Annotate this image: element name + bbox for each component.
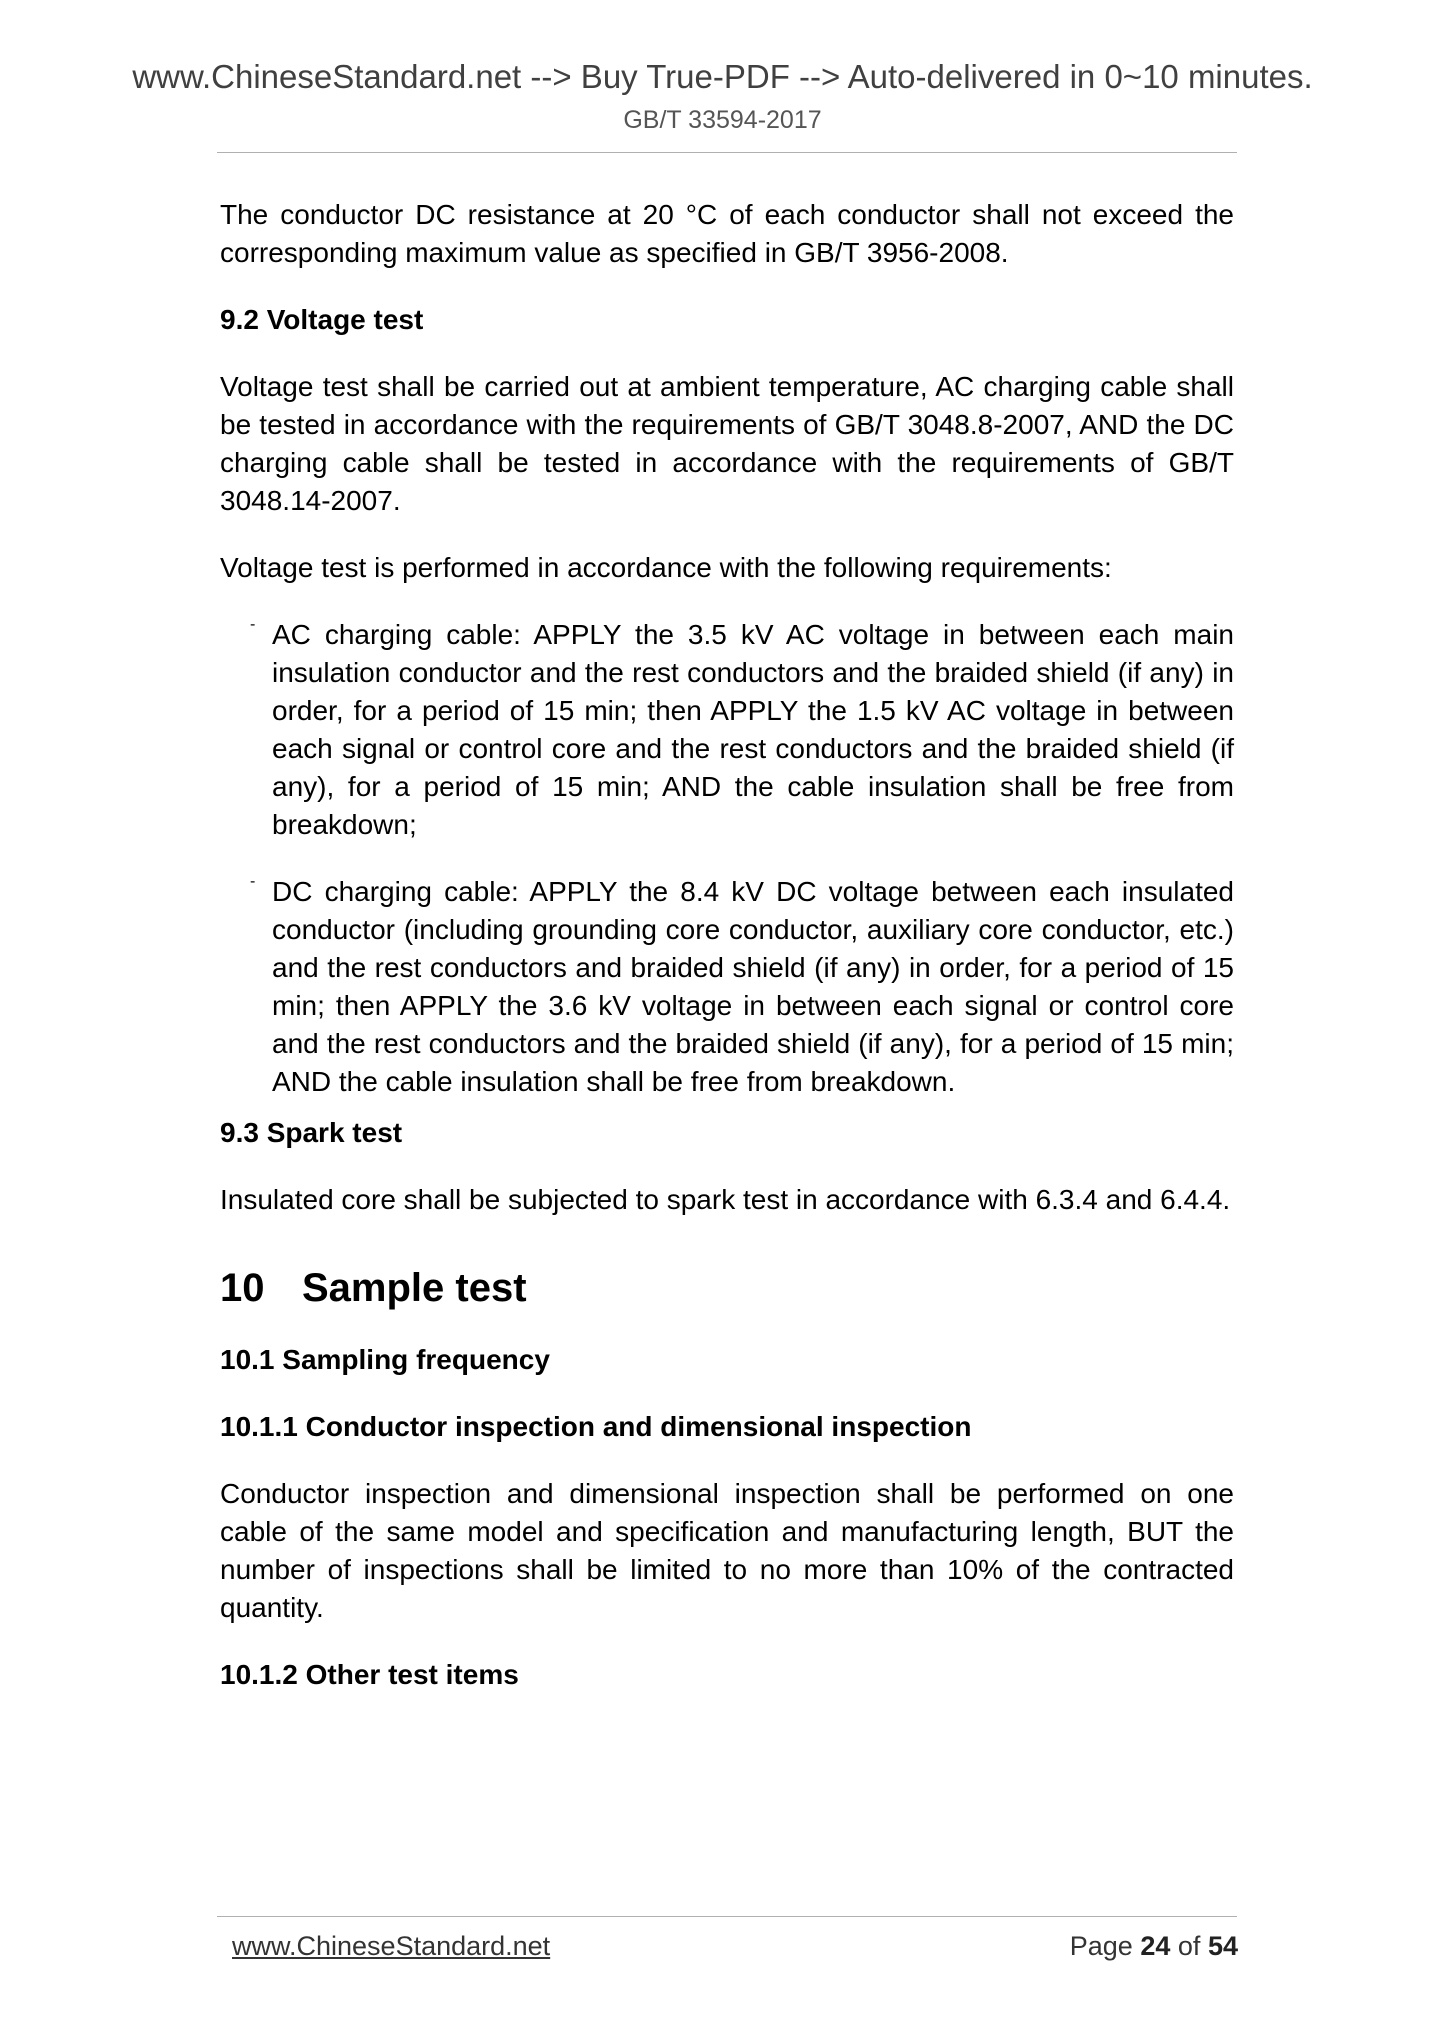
- page-content: [220, 196, 1234, 1694]
- header-divider: [217, 152, 1237, 153]
- header-banner: www.ChineseStandard.net --> Buy True-PDF --> Auto-delivered in 0~10 minutes.: [132, 58, 1313, 95]
- heading-10-1: 10.1 Sampling frequency: [220, 1344, 550, 1375]
- paragraph-conductor-resistance: The conductor DC resistance at 20 °C of each conductor shall not exceed the corresponding maximum value as specified in GB/T 3956-2008.: [220, 199, 1234, 268]
- bullet-dash: -: [250, 616, 256, 633]
- bullet-dash: -: [250, 873, 256, 890]
- page-word: Page: [1069, 1931, 1133, 1961]
- heading-9-3: 9.3 Spark test: [220, 1117, 403, 1148]
- list-item-text: DC charging cable: APPLY the 8.4 kV DC voltage between each insulated conductor (including grounding core conductor, auxiliary core conductor, etc.) and the rest conductors and braided shield (if any) in order, for a period of 15 min; then APPLY the 3.6 kV voltage in between each signal or control core and the rest conductors and the braided shield (if any), for a period of 15 min; AND the cable insulation shall be free from breakdown.: [272, 876, 1234, 1097]
- page-total: 54: [1207, 1931, 1238, 1961]
- document-number: GB/T 33594-2017: [623, 106, 822, 134]
- paragraph-spark-test: Insulated core shall be subjected to spark test in accordance with 6.3.4 and 6.4.4.: [220, 1184, 1231, 1215]
- heading-10-title: Sample test: [302, 1266, 527, 1310]
- list-item-ac-cable: [220, 616, 1234, 844]
- heading-10-1-1: 10.1.1 Conductor inspection and dimensional inspection: [220, 1411, 972, 1442]
- paragraph-voltage-requirements: Voltage test is performed in accordance with the following requirements:: [220, 552, 1112, 583]
- heading-10-number: 10: [220, 1266, 265, 1310]
- heading-10: [220, 1263, 1234, 1313]
- page-indicator: [1070, 1931, 1238, 1962]
- list-item-text: AC charging cable: APPLY the 3.5 kV AC voltage in between each main insulation conductor and the rest conductors and the braided shield (if any) in order, for a period of 15 min; then APPLY the 1.5 kV AC voltage in between each signal or control core and the rest conductors and the braided shield (if any), for a period of 15 min; AND the cable insulation shall be free from breakdown;: [272, 619, 1234, 840]
- heading-9-2: 9.2 Voltage test: [220, 304, 424, 335]
- footer-website-link[interactable]: www.ChineseStandard.net: [232, 1931, 551, 1961]
- page-current: 24: [1140, 1931, 1171, 1961]
- page-of: of: [1177, 1931, 1201, 1961]
- footer-divider: [217, 1916, 1237, 1917]
- heading-10-1-2: 10.1.2 Other test items: [220, 1659, 519, 1690]
- paragraph-voltage-test: Voltage test shall be carried out at ambient temperature, AC charging cable shall be tested in accordance with the requirements of GB/T 3048.8-2007, AND the DC charging cable shall be tested in accordance with the requirements of GB/T 3048.14-2007.: [220, 371, 1234, 516]
- list-item-dc-cable: [220, 873, 1234, 1101]
- paragraph-conductor-inspection: Conductor inspection and dimensional inspection shall be performed on one cable of the same model and specification and manufacturing length, BUT the number of inspections shall be limited to no more than 10% of the contracted quantity.: [220, 1478, 1234, 1623]
